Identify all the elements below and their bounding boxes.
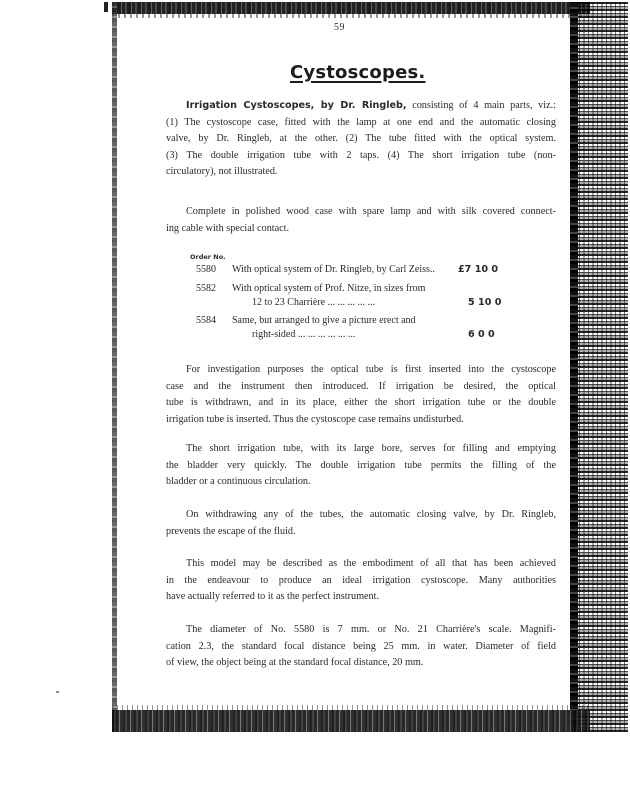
order-price: 5 10 0 — [468, 297, 502, 308]
body-paragraph — [166, 622, 556, 672]
case-note — [166, 204, 556, 237]
paragraph-line: irrigation tube is inserted. Thus the cystoscope case remains undisturbed. — [166, 413, 464, 425]
intro-line: valve, by Dr. Ringleb, at the other. (2) The tube fitted with the optical system. — [166, 133, 556, 144]
paragraph-line: have actually referred to it as the perfect instrument. — [166, 591, 379, 602]
intro-line: (1) The cystoscope case, fitted with the lamp at one end and the automatic closing — [166, 116, 556, 128]
intro-heading: Irrigation Cystoscopes, by Dr. Ringleb, — [186, 100, 407, 111]
scan-edge-right — [570, 2, 628, 732]
order-number: 5582 — [196, 283, 216, 294]
body-paragraph — [166, 556, 556, 606]
page-title: Cystoscopes. — [290, 62, 426, 83]
paragraph-line: On withdrawing any of the tubes, the automatic closing valve, by Dr. Ringleb, — [186, 509, 556, 520]
intro-paragraph — [166, 98, 556, 181]
paragraph-line: in the endeavour to produce an ideal irrigation cystoscope. Many authorities — [166, 574, 556, 586]
paragraph-line: The diameter of No. 5580 is 7 mm. or No. 21 Charrière's scale. Magnifi- — [186, 624, 556, 635]
case-note-line: Complete in polished wood case with spare lamp and with silk covered connect- — [186, 206, 556, 217]
order-table-header: Order No. — [190, 253, 226, 261]
paragraph-line: tube is withdrawn, and in its place, either the short irrigation tube or the double — [166, 397, 556, 408]
body-paragraph — [166, 507, 556, 540]
scan-edge-bottom — [112, 710, 590, 732]
paragraph-line: cation 2.3, the standard focal distance being 25 mm. in water. Diameter of field — [166, 640, 556, 652]
order-description-line: With optical system of Dr. Ringleb, by Carl Zeiss.. — [232, 264, 435, 275]
intro-line — [166, 98, 556, 115]
order-description — [232, 282, 450, 310]
page-number: 59 — [334, 22, 345, 33]
case-note-line: ing cable with special contact. — [166, 222, 290, 234]
order-price: £7 10 0 — [458, 264, 499, 275]
intro-line-text: consisting of 4 main parts, viz.: — [412, 100, 556, 111]
paragraph-line: case and the instrument then introduced. If irrigation be desired, the optical — [166, 380, 556, 392]
intro-line: circulatory), not illustrated. — [166, 166, 278, 177]
paragraph-line: This model may be described as the embodiment of all that has been achieved — [186, 558, 556, 569]
paragraph-line: bladder or a continuous circulation. — [166, 476, 311, 487]
paragraph-line: The short irrigation tube, with its large bore, serves for filling and emptying — [186, 443, 556, 454]
scan-edge-left — [112, 2, 117, 732]
scan-tick-mark — [104, 2, 108, 12]
paragraph-line: the bladder very quickly. The double irrigation tube permits the filling of the — [166, 459, 556, 471]
order-description-line: Same, but arranged to give a picture erect and — [232, 315, 416, 326]
order-description — [232, 314, 450, 342]
order-price: 6 0 0 — [468, 329, 495, 340]
scan-speck — [56, 691, 59, 693]
order-number: 5584 — [196, 315, 216, 326]
body-paragraph — [166, 441, 556, 491]
scan-edge-top — [112, 2, 590, 14]
order-number: 5580 — [196, 264, 216, 275]
order-description-line: With optical system of Prof. Nitze, in sizes from — [232, 283, 426, 294]
paragraph-line: For investigation purposes the optical tube is first inserted into the cystoscope — [186, 364, 556, 375]
order-description-line: 12 to 23 Charrière ... ... ... ... ... — [252, 297, 376, 308]
order-description-line: right-sided ... ... ... ... ... ... — [252, 329, 356, 340]
body-paragraph — [166, 362, 556, 428]
paragraph-line: of view, the object being at the standard focal distance, 20 mm. — [166, 657, 424, 668]
paragraph-line: prevents the escape of the fluid. — [166, 525, 296, 537]
intro-line: (3) The double irrigation tube with 2 taps. (4) The short irrigation tube (non- — [166, 149, 556, 161]
order-description — [232, 263, 450, 277]
